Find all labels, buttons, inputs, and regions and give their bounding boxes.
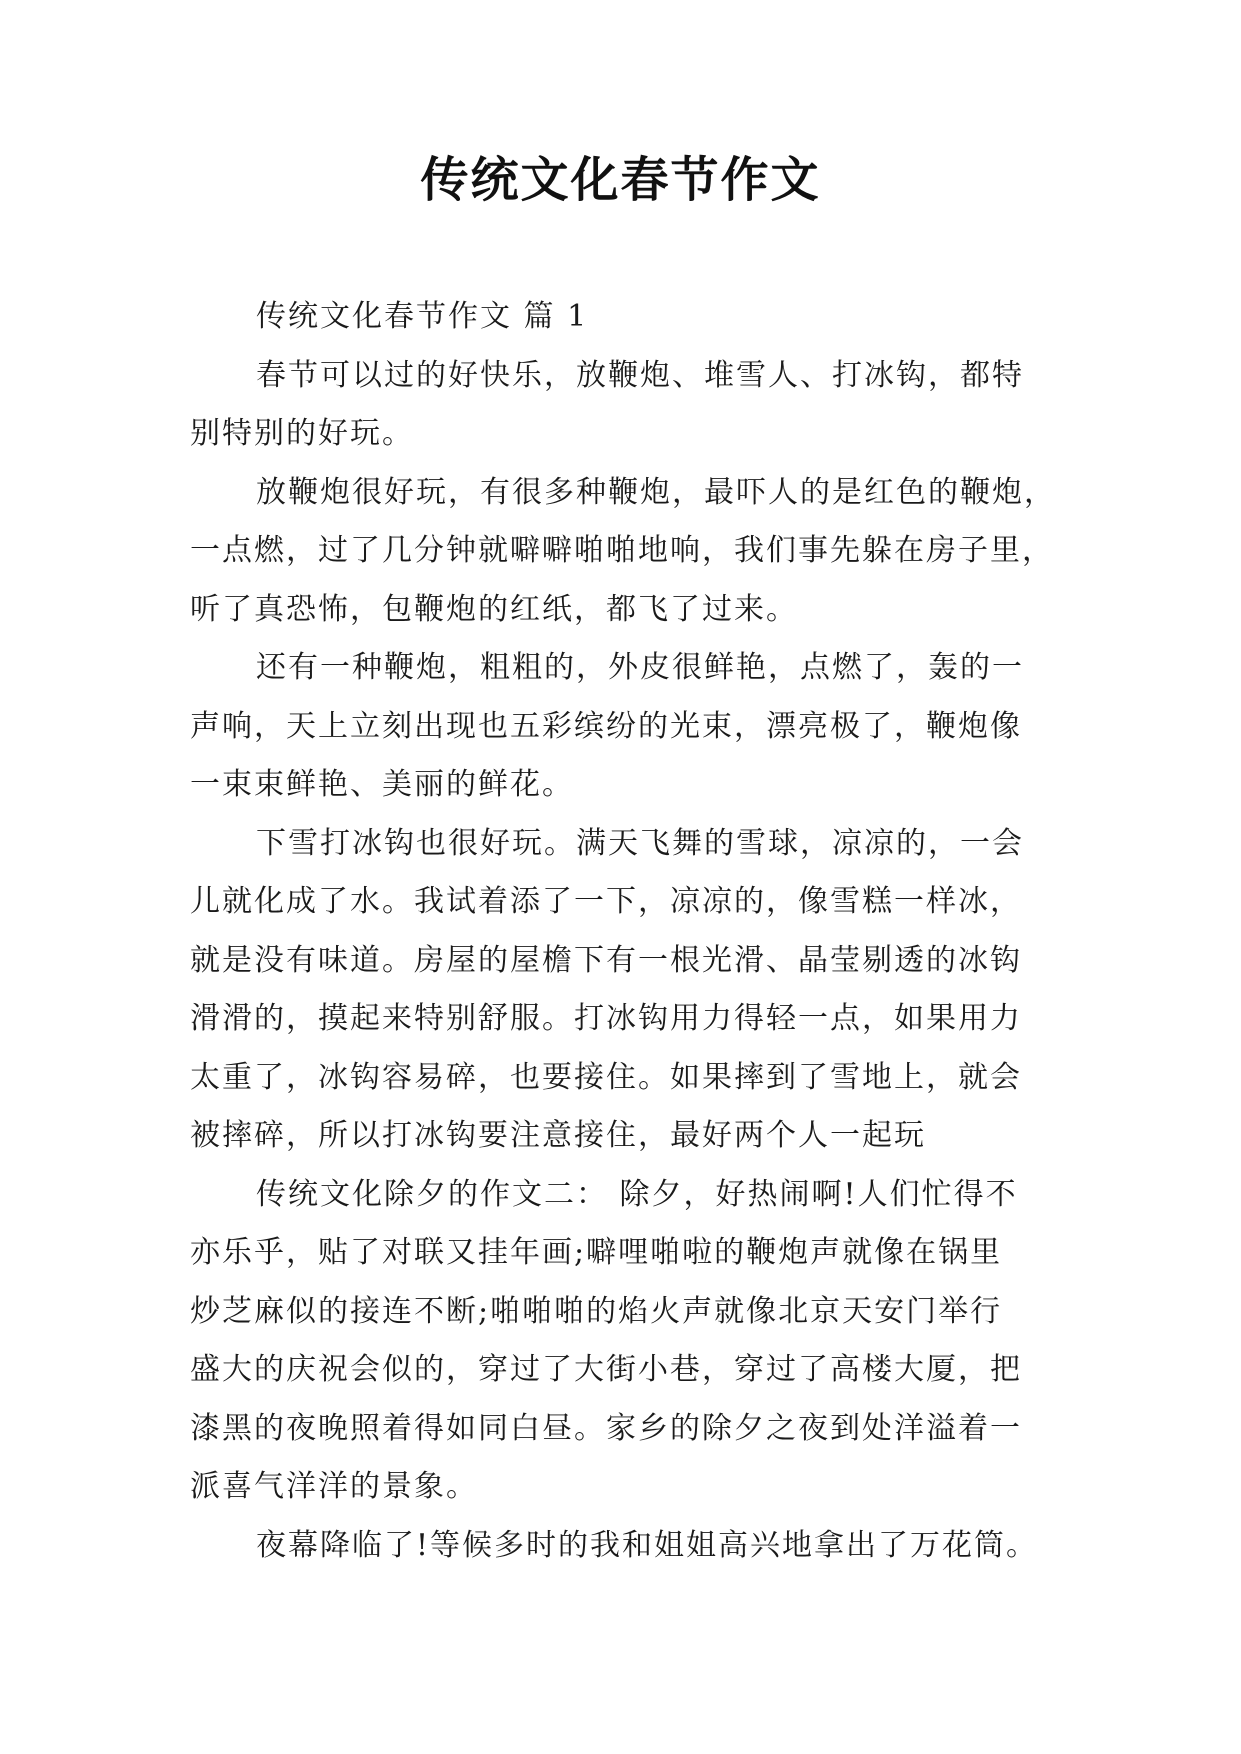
document-title: 传统文化春节作文 — [420, 152, 821, 208]
text-line: 别特别的好玩。 — [190, 416, 414, 451]
text-line: 就是没有味道。房屋的屋檐下有一根光滑、晶莹剔透的冰钩 — [190, 942, 1022, 978]
document-body — [190, 288, 1056, 1575]
text-line: 被摔碎，所以打冰钩要注意接住，最好两个人一起玩 — [190, 1118, 926, 1153]
text-line: 听了真恐怖，包鞭炮的红纸，都飞了过来。 — [190, 591, 798, 627]
text-line: 夜幕降临了!等候多时的我和姐姐高兴地拿出了万花筒。 — [256, 1527, 1039, 1563]
text-line: 儿就化成了水。我试着添了一下，凉凉的，像雪糕一样冰， — [190, 884, 1022, 919]
text-line: 太重了，冰钩容易碎，也要接住。如果摔到了雪地上，就会 — [190, 1059, 1022, 1095]
text-line: 盛大的庆祝会似的，穿过了大街小巷，穿过了高楼大厦，把 — [190, 1352, 1022, 1387]
text-line: 还有一种鞭炮，粗粗的，外皮很鲜艳，点燃了，轰的一 — [256, 650, 1024, 685]
text-line: 滑滑的，摸起来特别舒服。打冰钩用力得轻一点，如果用力 — [190, 1001, 1022, 1036]
text-line: 声响，天上立刻出现也五彩缤纷的光束，漂亮极了，鞭炮像 — [190, 708, 1022, 744]
text-line: 亦乐乎，贴了对联又挂年画;噼哩啪啦的鞭炮声就像在锅里 — [190, 1235, 1003, 1270]
text-line: 春节可以过的好快乐，放鞭炮、堆雪人、打冰钩，都特 — [256, 357, 1024, 393]
text-line: 放鞭炮很好玩，有很多种鞭炮，最吓人的是红色的鞭炮， — [256, 474, 1056, 510]
text-line: 一束束鲜艳、美丽的鲜花。 — [190, 767, 574, 802]
text-line: 传统文化春节作文 篇 1 — [256, 299, 589, 334]
text-line: 派喜气洋洋的景象。 — [190, 1469, 478, 1504]
text-line: 下雪打冰钩也很好玩。满天飞舞的雪球，凉凉的，一会 — [256, 825, 1024, 861]
text-line: 一点燃，过了几分钟就噼噼啪啪地响，我们事先躲在房子里， — [190, 533, 1054, 568]
text-line: 炒芝麻似的接连不断;啪啪啪的焰火声就像北京天安门举行 — [190, 1293, 1003, 1329]
text-line: 漆黑的夜晚照着得如同白昼。家乡的除夕之夜到处洋溢着一 — [190, 1410, 1022, 1446]
text-line: 传统文化除夕的作文二： 除夕，好热闹啊!人们忙得不 — [256, 1176, 1018, 1212]
